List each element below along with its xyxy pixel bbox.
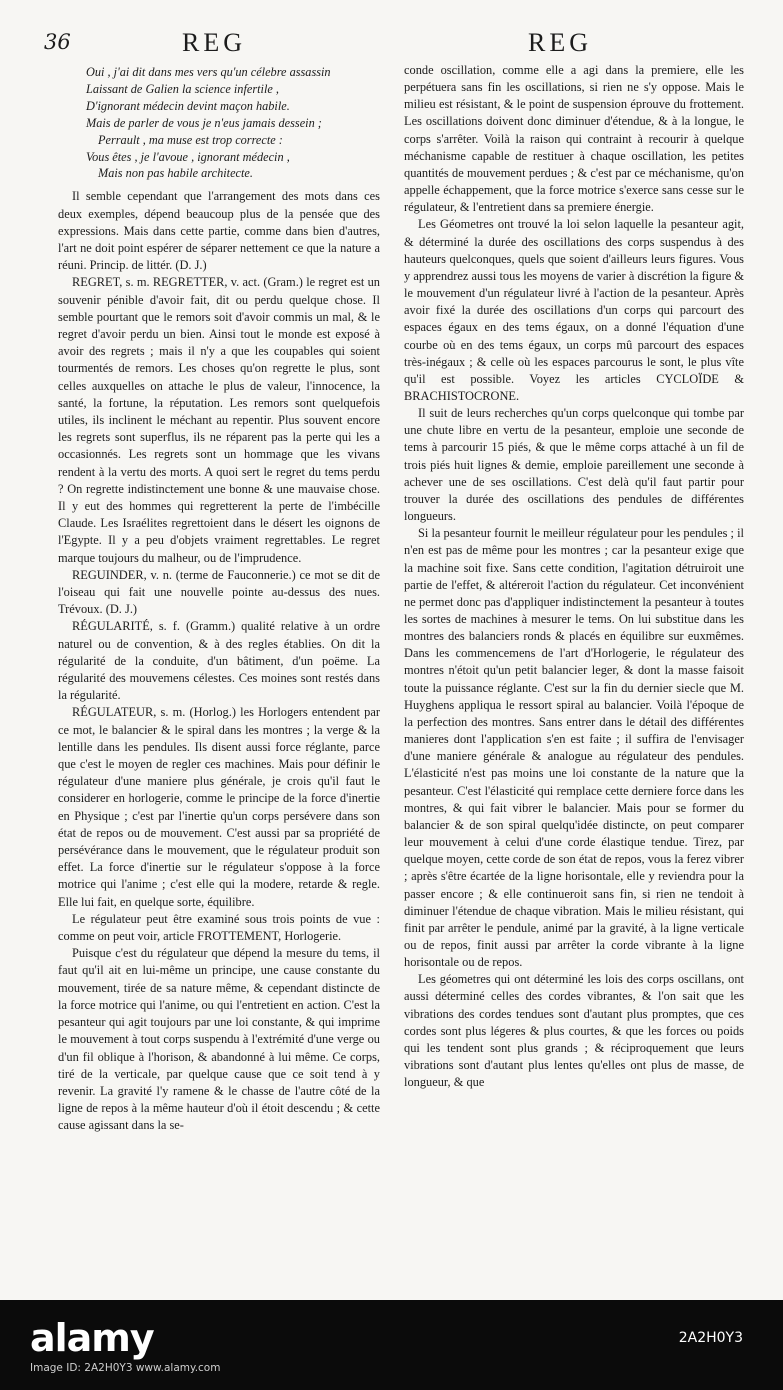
paragraph: conde oscillation, comme elle a agi dans la premiere, elle les perpétuera sans fin les oscillations, si rien ne s'y oppose. Mais le milieu est résistant, & le point de suspension éprouve du frottement. Les oscillations doivent donc diminuer d'étendue, & à la longue, le corps s'arrêter. Voilà la raison qui contraint à recourir à quelque méchanisme capable de restituer à chaque oscillation, les petites quantités de mouvement perdues ; & c'est par ce méchanisme, qu'on appelle échappement, que la force motrice s'exerce sans cesse sur le régulateur, & l'entretient dans sa premiere énergie.: [404, 63, 744, 215]
entry-regularite: RÉGULARITÉ, s. f. (Gramm.) qualité relative à un ordre naturel ou de convention, & à des regles établies. On dit la régularité de la conduite, d'un bâtiment, d'un poëme. La régularité des mouvemens célestes. Ces moines sont restés dans la régularité.: [58, 619, 380, 703]
image-code: 2A2H0Y3: [678, 1330, 743, 1346]
paragraph: Puisque c'est du régulateur que dépend la mesure du tems, il faut qu'il ait en lui-même un principe, une cause constante du mouvement, tirée de sa nature même, & cependant distincte de la force motrice qui l'anime, ou qui l'entretient en action. C'est la pesanteur qui agit toujours par une loi constante, & qui imprime le mouvement à tout corps suspendu à l'extrémité d'une verge ou d'un fil oblique à l'horison, & abandonné à lui même. Ce corps, tiré de la verticale, par quelque cause que ce soit tend à y revenir. La gravité l'y ramene & le chasse de l'autre côté de la ligne de repos à la même hauteur d'où il étoit descendu ; & cette cause agissant dans la se-: [58, 946, 380, 1133]
poem-line: Vous êtes , je l'avoue , ignorant médecin ,: [86, 149, 290, 164]
paragraph: Si la pesanteur fournit le meilleur régulateur pour les pendules ; il n'en est pas de même pour les montres ; car la pesanteur exige que la machine soit fixe. Sans cette condition, l'agitation détruiroit une partie de l'effet, & altéreroit l'action du régulateur. Cet inconvénient ne permet donc pas d'appliquer indistinctement la pesanteur à toutes les sortes de machines à mesurer le tems. On lui substitue dans les montres des balanciers ronds & placés en équilibre sur euxmêmes. Dans les commencemens de l'art d'Horlogerie, le régulateur des montres n'étoit qu'un petit balancier leger, & dont la masse faisoit toute la puissance réglante. C'est sur la fin du dernier siecle que M. Huyghens appliqua le ressort spiral au balancier. Voilà l'époque de la perfection des montres. Sans entrer dans le détail des différentes manieres dont l'application s'en est faite ; il suffira de l'envisager d'une maniere générale & analogue au régulateur des pendules. L'élasticité n'est pas moins une loi constante de la nature que la pesanteur. C'est l'élasticité qui remplace cette derniere force dans les montres, & qui fait vibrer le balancier. Mais pour se former du balancier & de son spiral quelqu'idée distincte, on peut comparer leur mouvement à celui d'une corde élastique tendue. Tirez, par quelque moyen, cette corde de son état de repos, vous la ferez vibrer ; après s'être écartée de la ligne horisontale, elle y reviendra pour la passer encore ; & elle continueroit sans fin, si rien ne tendoit à diminuer l'étendue de chaque vibration. Mais le milieu résistant, qui finit par arrêter le pendule, animé par la gravité, à la ligne verticale ou de repos, finit aussi par arrêter la corde vibrante à la ligne horisontale ou de repos.: [404, 526, 744, 970]
paragraph: Il suit de leurs recherches qu'un corps quelconque qui tombe par une chute libre en vertu de la pesanteur, emploie une seconde de tems à parcourir 15 piés, & que le même corps attaché à un fil de trois piés huit lignes & demie, emploie pareillement une seconde à achever une de ses oscillations. C'est delà qu'il faut partir pour trouver la durée des oscillations des pendules de différentes longueurs.: [404, 406, 744, 524]
left-column: [58, 64, 380, 1135]
running-head-right: REG: [528, 28, 592, 57]
poem-line: D'ignorant médecin devint maçon habile.: [86, 98, 290, 113]
poem-line: Perrault , ma muse est trop correcte :: [98, 132, 283, 147]
paragraph: Il semble cependant que l'arrangement des mots dans ces deux exemples, dépend beaucoup plus de la pensée que des expressions. Mais dans cette partie, comme dans bien d'autres, l'art ne doit point espérer de séparer nettement ce que la nature a réuni. Princip. de littér. (D. J.): [58, 189, 380, 273]
paragraph: Le régulateur peut être examiné sous trois points de vue : comme on peut voir, article FROTTEMENT, Horlogerie.: [58, 911, 380, 944]
poem-line: Oui , j'ai dit dans mes vers qu'un célebre assassin: [86, 65, 331, 79]
entry-regulateur: RÉGULATEUR, s. m. (Horlog.) les Horlogers entendent par ce mot, le balancier & le spiral dans les montres ; la verge & la lentille dans les pendules. Ils disent aussi force réglante, parce que c'est le moyen de regler ces machines. Mais pour définir le régulateur d'une maniere plus générale, je crois qu'il faut le considerer en horlogerie, comme le principe de la force d'inertie en Physique ; c'est par l'inertie qu'un corps persévere dans son état de repos ou de mouvement. C'est aussi par sa propriété de persévérance dans le mouvement, que le régulateur produit son effet. La force d'inertie sur le régulateur s'oppose à la force motrice qui l'anime ; c'est elle qui la modere, retarde & regle. Elle lui fait, en quelque sorte, équilibre.: [58, 705, 380, 909]
running-header: [0, 30, 783, 60]
stock-line: Image ID: 2A2H0Y3 www.alamy.com: [30, 1362, 221, 1374]
watermark-logo: alamy: [30, 1316, 154, 1360]
entry-reguinder: REGUINDER, v. n. (terme de Fauconnerie.) ce mot se dit de l'oiseau qui fait une nouvelle pointe au-dessus des nues. Trévoux. (D. J.): [58, 567, 380, 617]
paragraph: Les Géometres ont trouvé la loi selon laquelle la pesanteur agit, & déterminé la durée des oscillations des corps suspendus à des hauteurs quelconques, quels que soient d'ailleurs leurs figures. Vous y apprendrez aussi tous les moyens de varier à discrétion la figure & le mouvement d'un régulateur livré à l'action de la pesanteur. Après avoir fixé la durée des oscillations d'un corps qui parcourt des espaces égaux en des tems égaux, on a donné l'équation d'une courbe où en des tems égaux, un corps mû parcourt des espaces très-inégaux ; & celle où les espaces parcourus le sont, le plus vîte qu'il est possible. Voyez les articles CYCLOÏDE & BRACHISTOCRONE.: [404, 217, 744, 403]
page-number: 36: [44, 30, 71, 54]
poem-line: Mais non pas habile architecte.: [98, 166, 253, 181]
entry-regret: REGRET, s. m. REGRETTER, v. act. (Gram.) le regret est un souvenir pénible d'avoir fait, dit ou perdu quelque chose. Il semble pourtant que le remors soit d'avoir commis un mal, & le regret d'avoir perdu un bien. Ainsi tout le monde est exposé à avoir des regrets ; mais il n'y a que les coupables qui soient tourmentés de remors. Les choses qu'on regrette le plus, sont celles auxquelles on attache le plus de valeur, l'innocence, la santé, la fortune, la réputation. Les remors sont quelquefois utiles, ils inclinent le méchant au repentir. Plus souvent encore les regrets sont superflus, ils ne réparent pas la perte qui les a occasionnés. Les regrets sont un hommage que les vivans rendent à la vertu des morts. A quoi sert le regret du tems perdu ? On regrette indistinctement une bonne & une mauvaise chose. Il y eut des hommes qui regretterent la perte de l'imbécille Claude. Les Israélites regrettoient dans le désert les oignons de l'Egypte. Il y a peu d'objets vraiment regrettables. Le regret marque toujours du malheur, ou de l'imprudence.: [58, 275, 380, 565]
poem-quote: [58, 64, 380, 182]
poem-line: Mais de parler de vous je n'eus jamais dessein ;: [86, 115, 322, 130]
poem-line: Laissant de Galien la science infertile ,: [86, 81, 279, 96]
paragraph: Les géometres qui ont déterminé les lois des corps oscillans, ont aussi déterminé celles des cordes vibrantes, & l'on sait que les vibrations des cordes tendues sont d'autant plus promptes, que ces cordes sont plus légeres & plus courtes, & que les forces ou poids qui les tendent sont plus grands ; & réciproquement que leurs vibrations sont d'autant plus lentes qu'elles ont plus de masse, de longueur, & que: [404, 972, 744, 1090]
right-column: [404, 62, 744, 1091]
running-head-left: REG: [182, 28, 246, 57]
